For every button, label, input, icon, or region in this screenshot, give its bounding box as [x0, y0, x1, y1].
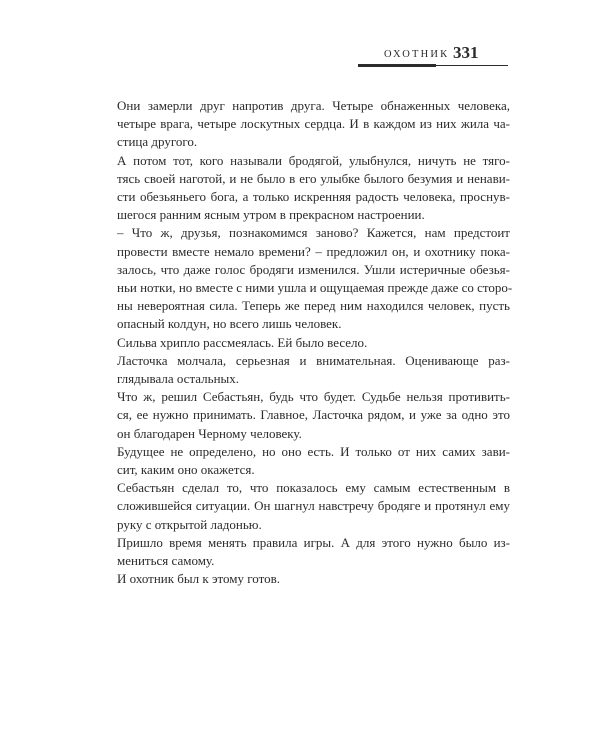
page-number: 331 — [453, 43, 479, 62]
text-line: Что ж, решил Себастьян, будь что будет. Судьбе нельзя противить- — [117, 389, 510, 405]
text-line: сти обезьяньего бога, а только искренняя радость человека, проснув- — [117, 189, 510, 205]
text-line: И охотник был к этому готов. — [117, 571, 281, 587]
text-line: Ласточка молчала, серьезная и внимательная. Оценивающе раз- — [117, 352, 510, 368]
text-line: он благодарен Черному человеку. — [117, 425, 302, 441]
text-line: мениться самому. — [117, 553, 215, 569]
text-line: руку с открытой ладонью. — [117, 516, 262, 532]
body-text — [117, 97, 513, 588]
text-line: опасный колдун, но всего лишь человек. — [117, 316, 342, 332]
text-line: Пришло время менять правила игры. А для этого нужно было из- — [117, 534, 510, 550]
text-line: Они замерли друг напротив друга. Четыре обнаженных человека, — [117, 98, 510, 113]
header-rule-bold — [358, 64, 436, 67]
text-line: сит, каким оно окажется. — [117, 462, 255, 478]
paragraph — [117, 534, 510, 570]
paragraph — [117, 443, 510, 479]
text-line: залось, что даже голос бродяги изменился. Ушли истеричные обезья- — [117, 261, 510, 277]
paragraph — [117, 334, 510, 352]
text-line: Себастьян сделал то, что показалось ему самым естественным в — [117, 480, 510, 496]
text-line: тясь своей наготой, и не было в его улыбке былого безумия и ненави- — [117, 170, 510, 186]
paragraph — [117, 97, 510, 152]
text-line: стица другого. — [117, 134, 198, 150]
text-line: А потом тот, кого называли бродягой, улыбнулся, ничуть не тяго- — [117, 152, 510, 168]
text-line: – Что ж, друзья, познакомимся заново? Кажется, нам предстоит — [117, 225, 510, 241]
text-line: провести вместе немало времени? – предложил он, и охотнику пока- — [117, 243, 510, 259]
paragraph — [117, 152, 510, 225]
text-line: ся, ее нужно принимать. Главное, Ласточка рядом, и уже за одно это — [117, 407, 510, 423]
text-line: ньи нотки, но вместе с ними ушла и ощущаемая прежде даже со сторо- — [117, 280, 513, 296]
paragraph — [117, 570, 510, 588]
text-line: глядывала остальных. — [117, 371, 240, 387]
text-line: четыре врага, четыре лоскутных сердца. И в каждом из них жила ча- — [117, 116, 510, 132]
paragraph — [117, 388, 510, 443]
paragraph — [117, 352, 510, 388]
text-line: сложившейся ситуации. Он шагнул навстречу бродяге и протянул ему — [117, 498, 510, 514]
paragraph — [117, 479, 510, 534]
text-line: Будущее не определено, но оно есть. И только от них самих зави- — [117, 443, 510, 459]
text-line: ны невероятная сила. Теперь же перед ним находился человек, пусть — [117, 298, 510, 314]
header-rule-thin — [436, 65, 508, 66]
paragraph — [117, 224, 513, 333]
running-title: ОХОТНИК — [384, 49, 450, 60]
running-head — [358, 42, 508, 68]
text-line: Сильва хрипло рассмеялась. Ей было весело. — [117, 334, 368, 350]
text-line: шегося ранним ясным утром в прекрасном настроении. — [117, 207, 425, 223]
